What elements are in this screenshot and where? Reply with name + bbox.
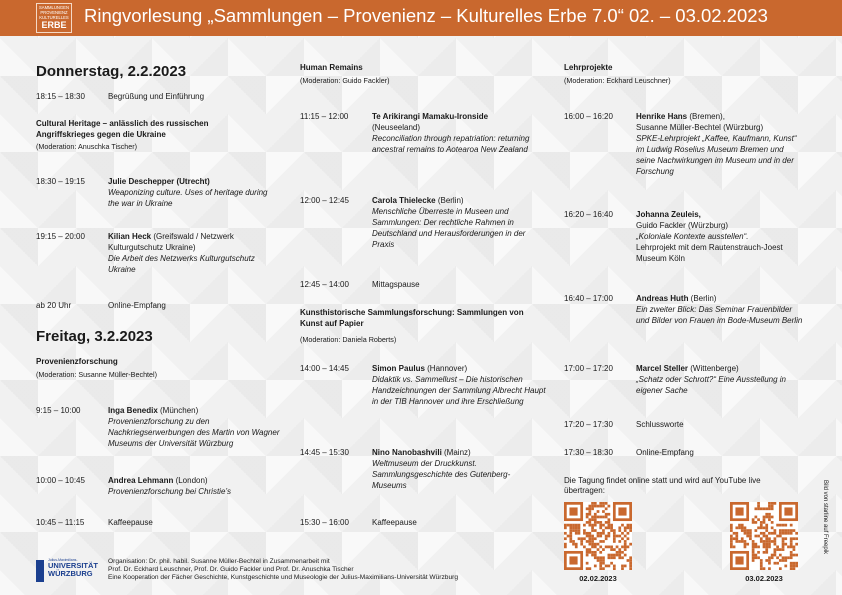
university-logo-line: WÜRZBURG	[48, 569, 93, 578]
session-time: 18:15 – 18:30	[36, 92, 85, 101]
session-title: Begrüßung und Einführung	[108, 92, 205, 101]
section-moderation: (Moderation: Anuschka Tischer)	[36, 142, 138, 151]
speaker-name: Johanna Zeuleis,	[636, 210, 701, 219]
session-time: 12:45 – 14:00	[300, 280, 349, 289]
university-logo	[36, 558, 100, 584]
talk-title: Didaktik vs. Sammellust – Die historischen Handzeichnungen der Sammlung Albrecht Haupt in der TIB Hannover und ihre Erschließung	[372, 375, 546, 406]
qr-code-icon	[730, 502, 798, 570]
qr-code-day2[interactable]	[730, 502, 798, 570]
organisation-info	[108, 558, 458, 583]
logo-line: ERBE	[41, 20, 67, 30]
speaker-name-2: Guido Fackler (Würzburg)	[636, 221, 729, 230]
session-time: ab 20 Uhr	[36, 301, 72, 310]
university-logo-mark	[36, 560, 44, 582]
session-time: 18:30 – 19:15	[36, 177, 85, 186]
session-entry	[108, 231, 283, 275]
session-time: 16:20 – 16:40	[564, 210, 613, 219]
session-title: Kaffeepause	[108, 518, 153, 527]
talk-title: Provenienzforschung bei Christie’s	[108, 487, 232, 496]
session-title: Schlussworte	[636, 420, 684, 429]
qr-code-day1[interactable]	[564, 502, 632, 570]
session-entry	[636, 363, 804, 396]
session-time: 16:40 – 17:00	[564, 294, 613, 303]
speaker-affiliation: (Bremen),	[687, 112, 725, 121]
session-entry	[108, 176, 278, 209]
speaker-name: Te Arikirangi Mamaku-Ironside	[372, 112, 489, 121]
speaker-affiliation: (Mainz)	[441, 448, 471, 457]
section-heading: Human Remains	[300, 63, 363, 72]
speaker-name-2: Susanne Müller-Bechtel (Würzburg)	[636, 123, 764, 132]
session-time: 17:30 – 18:30	[564, 448, 613, 457]
organisation-line: Organisation: Dr. phil. habil. Susanne Müller-Bechtel in Zusammenarbeit mit	[108, 558, 330, 565]
session-title: Online-Empfang	[636, 448, 694, 457]
talk-title: Reconciliation through repatriation: returning ancestral remains to Aotearoa New Zealand	[372, 134, 530, 154]
session-title: Online-Empfang	[108, 301, 166, 310]
session-title: Kaffeepause	[372, 518, 417, 527]
speaker-name: Kilian Heck	[108, 232, 152, 241]
session-time: 14:00 – 14:45	[300, 364, 349, 373]
speaker-name: Marcel Steller	[636, 364, 689, 373]
university-logo-small: Julius-Maximilians-	[48, 558, 78, 562]
talk-subtitle: Lehrprojekt mit dem Rautenstrauch-Joest Museum Köln	[636, 243, 783, 263]
speaker-affiliation: (Neuseeland)	[372, 123, 421, 132]
session-title: Mittagspause	[372, 280, 420, 289]
session-time: 10:45 – 11:15	[36, 518, 85, 527]
session-time: 15:30 – 16:00	[300, 518, 349, 527]
section-moderation: (Moderation: Daniela Roberts)	[300, 335, 397, 344]
speaker-affiliation: (München)	[157, 406, 199, 415]
talk-title: „Schatz oder Schrott?“ Eine Ausstellung in eigener Sache	[636, 375, 787, 395]
session-time: 14:45 – 15:30	[300, 448, 349, 457]
section-moderation: (Moderation: Susanne Müller-Bechtel)	[36, 370, 158, 379]
logo-line: PROVENIENZ	[40, 10, 68, 15]
session-time: 17:20 – 17:30	[564, 420, 613, 429]
session-time: 11:15 – 12:00	[300, 112, 349, 121]
image-credit: Bild von starline auf Freepik	[822, 480, 828, 555]
header-bar	[0, 0, 842, 36]
section-heading: Lehrprojekte	[564, 63, 613, 72]
talk-title: Provenienzforschung zu den Nachkriegserwerbungen des Martin von Wagner Museums der Universität Würzburg	[108, 417, 280, 448]
session-entry	[636, 111, 804, 177]
logo-line: SAMMLUNGEN	[38, 5, 69, 10]
speaker-affiliation: (Berlin)	[435, 196, 464, 205]
day-heading-thursday: Donnerstag, 2.2.2023	[36, 63, 187, 80]
speaker-name: Carola Thielecke	[372, 196, 436, 205]
talk-title: Ein zweiter Blick: Das Seminar Frauenbilder und Bilder von Frauen im Bode-Museum Berlin	[636, 305, 803, 325]
section-moderation: (Moderation: Eckhard Leuschner)	[564, 76, 671, 85]
speaker-affiliation: (Greifswald / Netzwerk Kulturgutschutz Ukraine)	[108, 232, 234, 252]
session-time: 10:00 – 10:45	[36, 476, 85, 485]
speaker-affiliation: (Berlin)	[688, 294, 717, 303]
section-heading: Kunsthistorische Sammlungsforschung: Sammlungen von Kunst auf Papier	[300, 308, 524, 328]
speaker-name: Julie Deschepper (Utrecht)	[108, 177, 210, 186]
stream-note: Die Tagung findet online statt und wird auf YouTube live übertragen:	[564, 476, 761, 495]
speaker-name: Andrea Lehmann	[108, 476, 174, 485]
session-entry	[636, 209, 804, 264]
session-time: 19:15 – 20:00	[36, 232, 85, 241]
session-entry	[108, 405, 286, 449]
session-entry	[372, 447, 544, 491]
talk-title: Weltmuseum der Druckkunst. Sammlungsgeschichte des Gutenberg-Museums	[372, 459, 511, 490]
event-logo	[36, 3, 72, 33]
speaker-affiliation: (Wittenberge)	[688, 364, 739, 373]
talk-title: Menschliche Überreste in Museen und Sammlungen: Der rechtliche Rahmen in Deutschland und Herausforderungen in der Praxis	[372, 207, 526, 249]
talk-title: Weaponizing culture. Uses of heritage during the war in Ukraine	[108, 188, 268, 208]
session-time: 16:00 – 16:20	[564, 112, 613, 121]
section-heading: Cultural Heritage – anlässlich des russischen Angriffskrieges gegen die Ukraine	[36, 119, 209, 139]
session-time: 12:00 – 12:45	[300, 196, 349, 205]
university-logo-line: UNIVERSITÄT	[48, 561, 99, 570]
session-entry	[372, 195, 544, 250]
talk-title: SPKE-Lehrprojekt „Kaffee, Kaufmann, Kunst“ im Ludwig Roselius Museum Bremen und seine Nachwirkungen im Museum und in der Forschung	[636, 134, 797, 176]
speaker-name: Nino Nanobashvili	[372, 448, 442, 457]
section-moderation: (Moderation: Guido Fackler)	[300, 76, 390, 85]
talk-title: Die Arbeit des Netzwerks Kulturgutschutz Ukraine	[108, 254, 255, 274]
organisation-line: Prof. Dr. Eckhard Leuschner, Prof. Dr. Guido Fackler und Prof. Dr. Anuschka Tischer	[108, 566, 354, 574]
speaker-affiliation: (Hannover)	[424, 364, 468, 373]
speaker-name: Inga Benedix	[108, 406, 158, 415]
session-entry	[636, 293, 804, 326]
session-entry	[372, 363, 548, 407]
speaker-name: Henrike Hans	[636, 112, 688, 121]
session-entry	[108, 475, 278, 497]
university-logo-name	[48, 562, 98, 578]
organisation-line: Eine Kooperation der Fächer Geschichte, Kunstgeschichte und Museologie der Julius-Maximilians-Universität Würzburg	[108, 574, 458, 582]
speaker-affiliation: (London)	[173, 476, 208, 485]
qr-date: 02.02.2023	[579, 574, 617, 583]
session-time: 17:00 – 17:20	[564, 364, 613, 373]
session-entry	[372, 111, 544, 155]
speaker-name: Simon Paulus	[372, 364, 425, 373]
speaker-name: Andreas Huth	[636, 294, 689, 303]
qr-date: 03.02.2023	[745, 574, 783, 583]
session-time: 9:15 – 10:00	[36, 406, 81, 415]
day-heading-friday: Freitag, 3.2.2023	[36, 328, 153, 345]
qr-code-icon	[564, 502, 632, 570]
section-heading: Provenienzforschung	[36, 357, 118, 366]
talk-title: „Koloniale Kontexte ausstellen“.	[636, 232, 749, 241]
page-title: Ringvorlesung „Sammlungen – Provenienz – Kulturelles Erbe 7.0“ 02. – 03.02.2023	[84, 5, 768, 26]
logo-line: KULTURELLES	[39, 15, 69, 20]
